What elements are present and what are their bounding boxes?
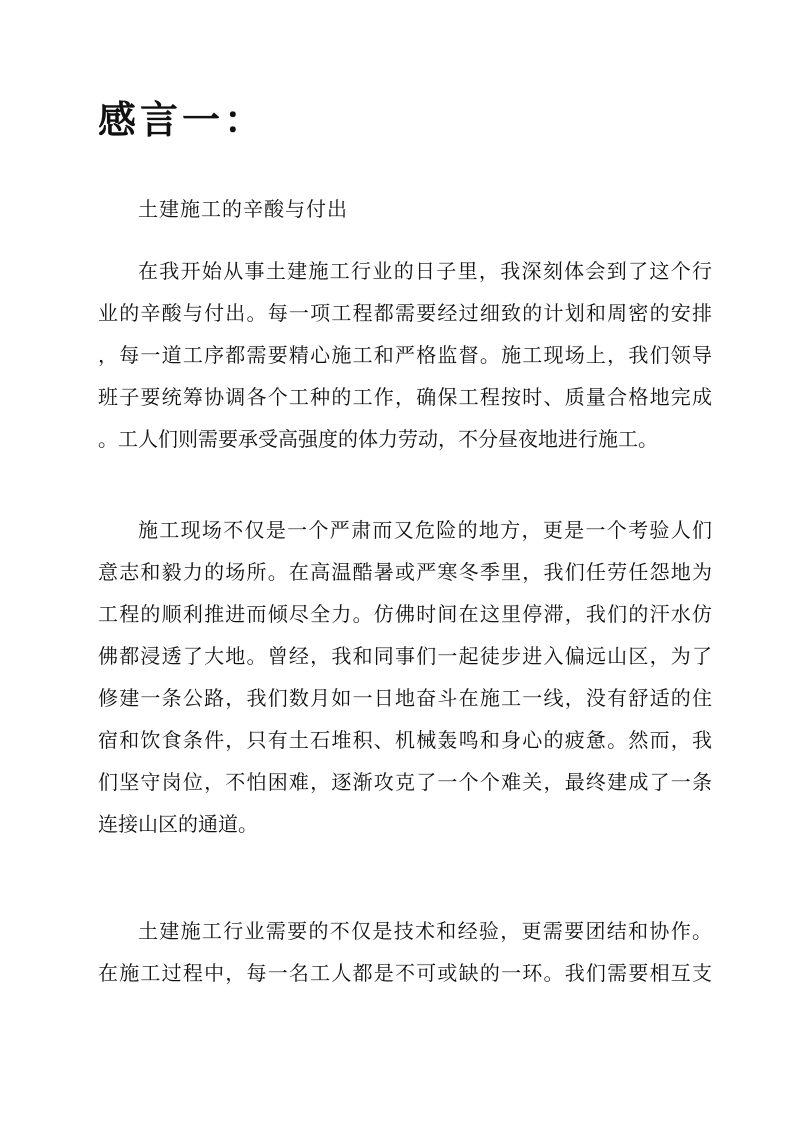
paragraph-line: 宿和饮食条件，只有土石堆积、机械轰鸣和身心的疲惫。然而，我 bbox=[98, 728, 712, 752]
paragraph-line: 土建施工行业需要的不仅是技术和经验，更需要团结和协作。 bbox=[138, 919, 712, 943]
paragraph-line: 连接山区的通道。 bbox=[98, 812, 258, 836]
paragraph-line: 。工人们则需要承受高强度的体力劳动，不分昼夜地进行施工。 bbox=[98, 427, 658, 451]
paragraph-2 bbox=[98, 509, 712, 845]
paragraph-line: 们坚守岗位，不怕困难，逐渐攻克了一个个难关，最终建成了一条 bbox=[98, 770, 712, 794]
paragraph-line: 班子要统筹协调各个工种的工作，确保工程按时、质量合格地完成 bbox=[98, 385, 712, 409]
paragraph-line: 施工现场不仅是一个严肃而又危险的地方，更是一个考验人们 bbox=[138, 518, 712, 542]
paragraph-1 bbox=[98, 250, 712, 460]
paragraph-line: 在我开始从事土建施工行业的日子里，我深刻体会到了这个行 bbox=[138, 259, 712, 283]
paragraph-3 bbox=[98, 910, 712, 994]
document-subtitle: 土建施工的辛酸与付出 bbox=[138, 197, 348, 221]
paragraph-line: 工程的顺利推进而倾尽全力。仿佛时间在这里停滞，我们的汗水仿 bbox=[98, 602, 712, 626]
paragraph-line: 业的辛酸与付出。每一项工程都需要经过细致的计划和周密的安排 bbox=[98, 301, 712, 325]
paragraph-line: ，每一道工序都需要精心施工和严格监督。施工现场上，我们领导 bbox=[98, 343, 712, 367]
paragraph-line: 佛都浸透了大地。曾经，我和同事们一起徒步进入偏远山区，为了 bbox=[98, 644, 712, 668]
document-heading: 感言一： bbox=[98, 97, 267, 142]
paragraph-line: 修建一条公路，我们数月如一日地奋斗在施工一线，没有舒适的住 bbox=[98, 686, 712, 710]
paragraph-line: 在施工过程中，每一名工人都是不可或缺的一环。我们需要相互支 bbox=[98, 961, 712, 985]
paragraph-line: 意志和毅力的场所。在高温酷暑或严寒冬季里，我们任劳任怨地为 bbox=[98, 560, 712, 584]
